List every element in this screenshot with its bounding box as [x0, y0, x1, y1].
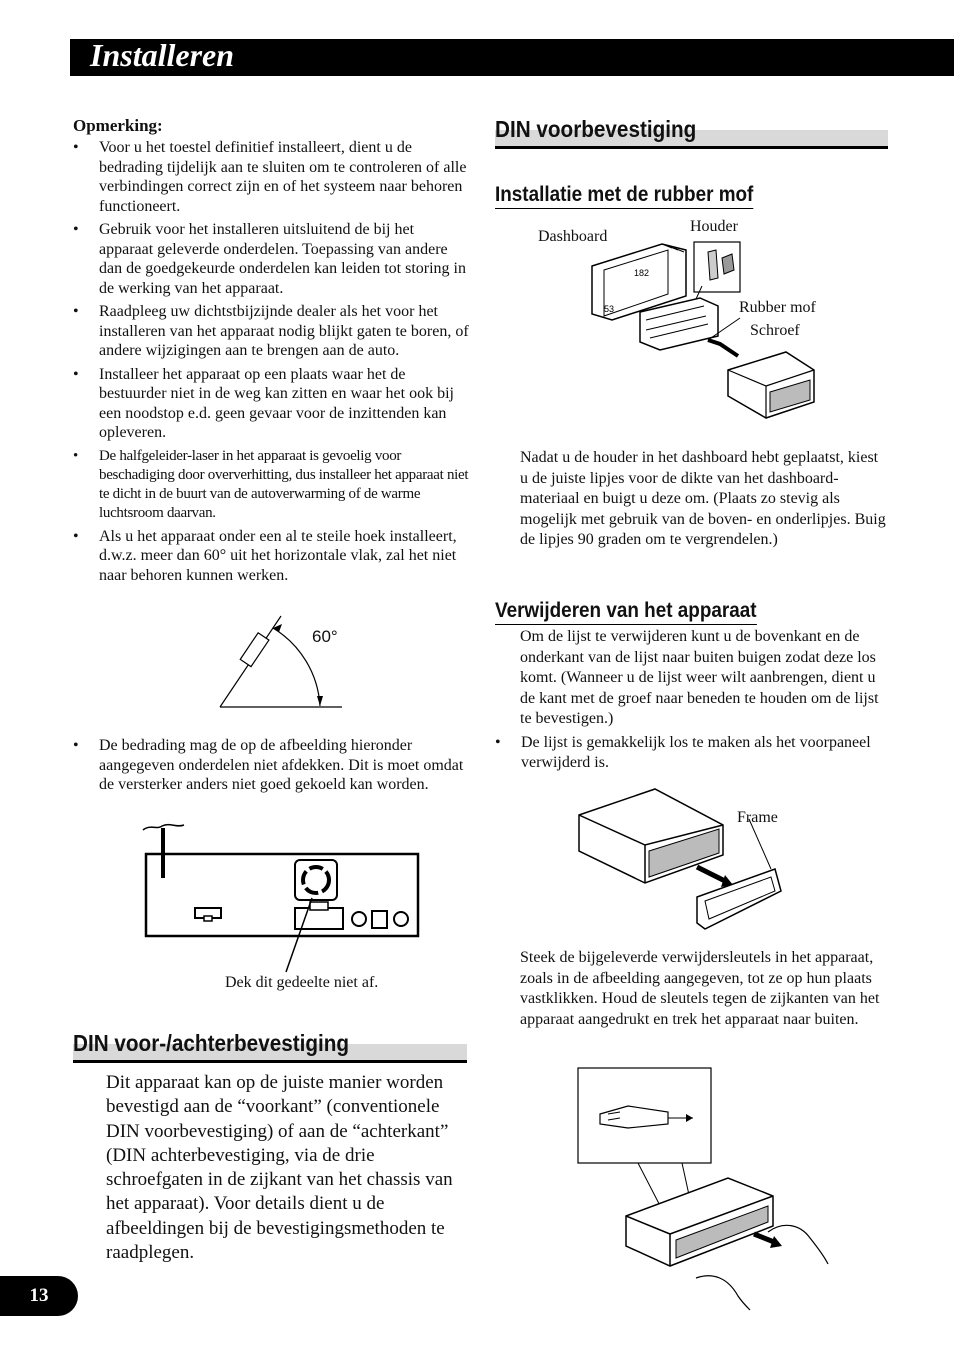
frame-label: Frame [737, 809, 778, 826]
left-column [73, 116, 471, 589]
list-item: • Gebruik voor het installeren uitsluitend de bij het apparaat geleverde onderdelen. Toepassing van andere dan de goedgekeurde onderdelen kan leiden tot storing in de werking van het apparaat. [73, 220, 471, 298]
subsection-title: Verwijderen van het apparaat [495, 599, 757, 625]
frame-figure [575, 785, 790, 935]
dimension-53-label: 53 [604, 304, 615, 314]
wiring-list [73, 736, 471, 799]
list-item: • Voor u het toestel definitief installeert, dient u de bedrading tijdelijk aan te sluiten om te controleren of alle verbindingen correct zijn en of het systeem naar behoren functioneert. [73, 138, 471, 216]
page-number: 13 [0, 1276, 78, 1316]
list-item: • Installeer het apparaat op een plaats waar het de bestuurder niet in de weg kan zitten en waar het ook bij een noodstop e.d. geen gevaar voor de inzittenden kan opleveren. [73, 365, 471, 443]
sub2-list [495, 733, 887, 776]
header-bar [70, 39, 954, 76]
angle-label: 60° [312, 627, 338, 646]
note-list [73, 138, 471, 585]
subsection-title-wrap [495, 183, 782, 209]
houder-label: Houder [690, 218, 738, 235]
subsection-title-wrap [495, 599, 786, 625]
removal-figure [578, 1066, 833, 1311]
cover-caption: Dek dit gedeelte niet af. [225, 974, 379, 991]
list-item: • De bedrading mag de op de afbeelding hieronder aangegeven onderdelen niet afdekken. Dit is moet omdat de versterker anders niet goed gekoeld kan worden. [73, 736, 471, 795]
subsection-title: Installatie met de rubber mof [495, 183, 753, 209]
page-title: Installeren [90, 37, 235, 73]
list-item: • De halfgeleider-laser in het apparaat is gevoelig voor beschadiging door oververhitting, dus installeer het apparaat niet te dicht in de buurt van de autoverwarming of de warme luchtsroom daarvan. [73, 447, 471, 523]
list-item: • De lijst is gemakkelijk los te maken als het voorpaneel verwijderd is. [495, 733, 887, 772]
dashboard-label: Dashboard [538, 228, 608, 245]
section-text: Dit apparaat kan op de juiste manier worden bevestigd aan de “voorkant” (conventionele DIN voorbevestiging) of aan de “achterkant” (DIN achterbevestiging, via de drie schroefgaten in de zijkant van het chassis van het apparaat). Voor details dient u de afbeeldingen bij de bevestigingsmethoden te raadplegen. [106, 1072, 453, 1264]
dimension-182-label: 182 [634, 268, 650, 278]
list-item: • Als u het apparaat onder een al te steile hoek installeert, d.w.z. meer dan 60° uit het horizontale vlak, zal het niet naar behoren kunnen werken. [73, 527, 471, 586]
note-title: Opmerking: [73, 116, 163, 135]
schroef-label: Schroef [750, 322, 800, 339]
list-item: • Raadpleeg uw dichtstbijzijnde dealer als het voor het installeren van het apparaat nodig blijkt gaten te boren, of andere wijzigingen aan te brengen aan de auto. [73, 302, 471, 361]
sub2-text2: Steek de bijgeleverde verwijdersleutels in het apparaat, zoals in de afbeelding aangegeven, tot ze op hun plaats vastklikken. Houd de sleutels tegen de zijkanten van het apparaat aangedrukt en trek het apparaat naar buiten. [520, 949, 880, 1028]
rubber-label: Rubber mof [739, 299, 816, 316]
sub1-text: Nadat u de houder in het dashboard hebt geplaatst, kiest u de juiste lipjes voor de dikte van het dashboard-materiaal en buigt u deze om. (Plaats zo stevig als mogelijk met gebruik van de boven- en onderlipjes. Buig de lipjes 90 graden om te vergrendelen.) [520, 449, 886, 548]
section-title: DIN voor-/achterbevestiging [73, 1030, 350, 1056]
sub2-text: Om de lijst te verwijderen kunt u de bovenkant en de onderkant van de lijst naar buiten buigen zodat deze los komt. (Wanneer u de lijst weer wilt aanbrengen, dient u de kant met de groef naar beneden te houden om de lijst te bevestigen.) [520, 628, 879, 727]
rear-panel-figure [140, 822, 425, 997]
section-title: DIN voorbevestiging [495, 116, 697, 142]
